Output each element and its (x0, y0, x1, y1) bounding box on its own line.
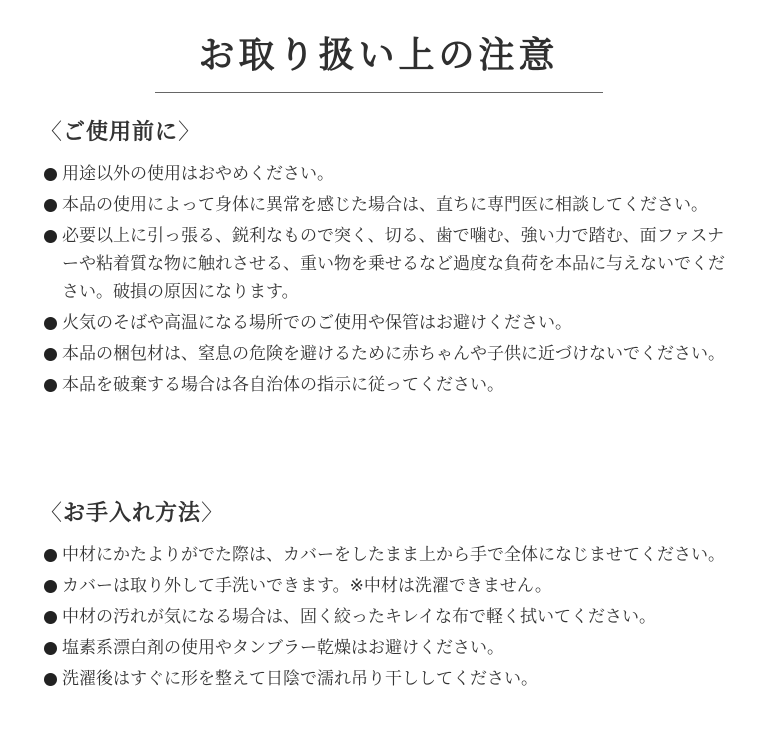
list-item (40, 160, 730, 188)
bullet-icon (44, 642, 57, 655)
list-item-text: 中材の汚れが気になる場合は、固く絞ったキレイな布で軽く拭いてください。 (62, 607, 656, 627)
list-item-text: 洗濯後はすぐに形を整えて日陰で濡れ吊り干ししてください。 (62, 669, 538, 689)
list-item-text: 必要以上に引っ張る、鋭利なもので突く、切る、歯で噛む、強い力で踏む、面ファスナーや粘着質な物に触れさせる、重い物を乗せるなど過度な負荷を本品に与えないでください。破損の原因になります。 (62, 226, 725, 302)
title-underline (155, 92, 603, 93)
caution-list (40, 160, 730, 399)
page-title: お取り扱い上の注意 (198, 35, 559, 76)
bullet-icon (44, 199, 57, 212)
care-list (40, 541, 730, 693)
list-item-text: 火気のそばや高温になる場所でのご使用や保管はお避けください。 (62, 313, 572, 333)
list-item (40, 572, 730, 600)
list-item (40, 603, 730, 631)
bullet-icon (44, 673, 57, 686)
heading-open-bracket: 〈 (40, 120, 64, 145)
bullet-icon (44, 317, 57, 330)
list-item (40, 191, 730, 219)
list-item (40, 309, 730, 337)
list-item-text: 本品の使用によって身体に異常を感じた場合は、直ちに専門医に相談してください。 (62, 195, 708, 215)
list-item (40, 634, 730, 662)
list-item (40, 340, 730, 368)
list-item (40, 222, 730, 306)
list-item (40, 665, 730, 693)
title-container (0, 30, 757, 82)
heading-close-bracket: 〉 (178, 120, 202, 145)
list-item (40, 371, 730, 399)
bullet-icon (44, 580, 57, 593)
heading-open-bracket: 〈 (40, 501, 64, 526)
section-before-use (40, 116, 730, 402)
list-item-text: カバーは取り外して手洗いできます。※中材は洗濯できません。 (62, 576, 552, 596)
bullet-icon (44, 348, 57, 361)
bullet-icon (44, 549, 57, 562)
section-heading-text: お手入れ方法 (63, 501, 202, 526)
heading-close-bracket: 〉 (201, 501, 225, 526)
list-item-text: 本品の梱包材は、窒息の危険を避けるために赤ちゃんや子供に近づけないでください。 (62, 344, 725, 364)
bullet-icon (44, 611, 57, 624)
list-item-text: 塩素系漂白剤の使用やタンブラー乾燥はお避けください。 (62, 638, 504, 658)
section-heading (40, 116, 730, 150)
bullet-icon (44, 168, 57, 181)
bullet-icon (44, 230, 57, 243)
section-care (40, 497, 730, 696)
list-item-text: 用途以外の使用はおやめください。 (62, 164, 334, 184)
section-heading-text: ご使用前に (63, 120, 179, 145)
list-item (40, 541, 730, 569)
list-item-text: 中材にかたよりがでた際は、カバーをしたまま上から手で全体になじませてください。 (62, 545, 725, 565)
section-heading (40, 497, 730, 531)
bullet-icon (44, 379, 57, 392)
list-item-text: 本品を破棄する場合は各自治体の指示に従ってください。 (62, 375, 504, 395)
